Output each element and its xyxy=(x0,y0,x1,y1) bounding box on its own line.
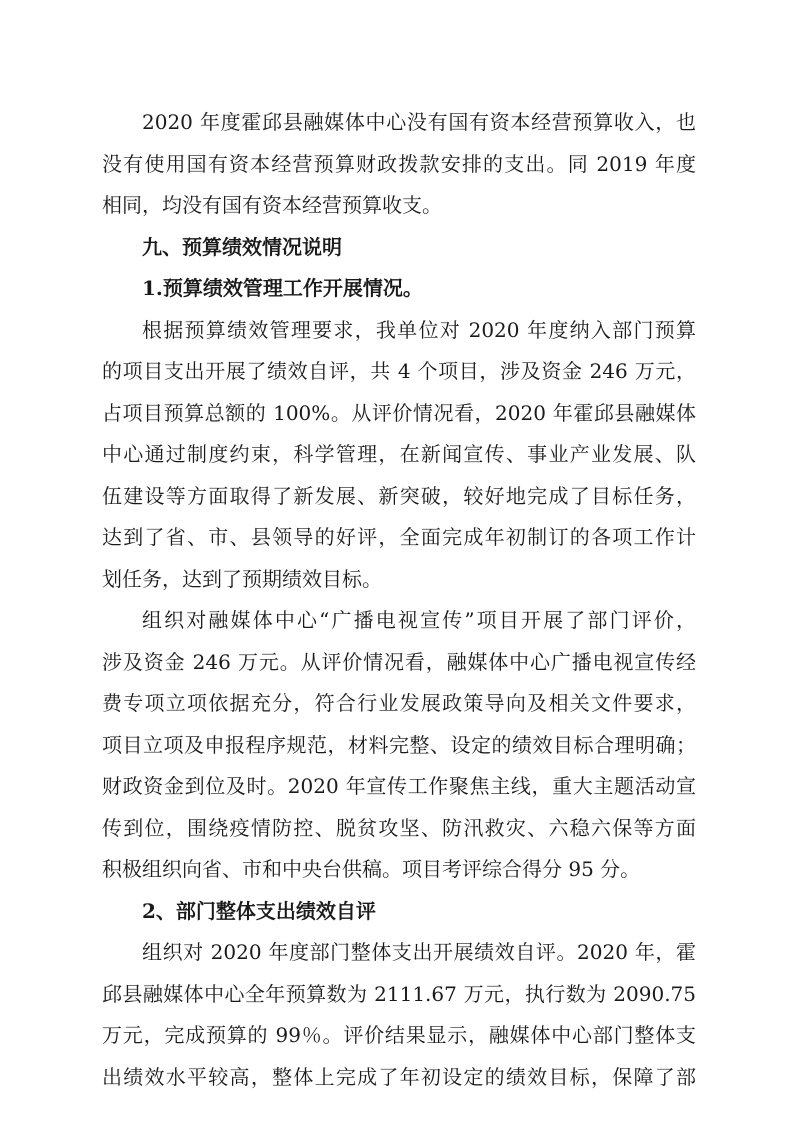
paragraph-state-capital-budget xyxy=(102,102,696,227)
text-line: 费专项立项依据充分，符合行业发展政策导向及相关文件要求， xyxy=(102,691,696,715)
text-line: 出绩效水平较高，整体上完成了年初设定的绩效目标，保障了部 xyxy=(102,1064,696,1089)
paragraph-project-self-evaluation xyxy=(102,310,696,601)
text-line: 组织对 2020 年度部门整体支出开展绩效自评。2020 年，霍 xyxy=(142,940,696,964)
text-line: 财政资金到位及时。2020 年宣传工作聚焦主线，重大主题活动宣 xyxy=(102,774,696,798)
paragraph-overall-expenditure xyxy=(102,932,696,1098)
text-line: 相同，均没有国有资本经营预算收支。 xyxy=(102,193,442,217)
text-line: 邱县融媒体中心全年预算数为 2111.67 万元，执行数为 2090.75 xyxy=(102,981,696,1006)
text-line: 传到位，围绕疫情防控、脱贫攻坚、防汛救灾、六稳六保等方面 xyxy=(102,815,696,840)
text-line: 项目立项及申报程序规范，材料完整、设定的绩效目标合理明确； xyxy=(102,732,696,757)
text-line: 根据预算绩效管理要求，我单位对 2020 年度纳入部门预算 xyxy=(142,317,696,342)
text-line: 中心通过制度约束，科学管理，在新闻宣传、事业产业发展、队 xyxy=(102,442,696,466)
subsection-heading-management: 1.预算绩效管理工作开展情况。 xyxy=(142,276,423,300)
document-body xyxy=(102,102,696,1098)
section-heading-performance: 九、预算绩效情况说明 xyxy=(142,234,342,259)
text-line: 的项目支出开展了绩效自评，共 4 个项目，涉及资金 246 万元， xyxy=(102,359,696,383)
text-line: 组织对融媒体中心“广播电视宣传”项目开展了部门评价， xyxy=(142,608,696,632)
text-line: 涉及资金 246 万元。从评价情况看，融媒体中心广播电视宣传经 xyxy=(102,649,696,674)
text-line: 没有使用国有资本经营预算财政拨款安排的支出。同 2019 年度 xyxy=(102,151,696,176)
subsection-heading-overall-expenditure: 2、部门整体支出绩效自评 xyxy=(142,898,376,923)
paragraph-broadcast-project-evaluation xyxy=(102,600,696,891)
text-line: 2020 年度霍邱县融媒体中心没有国有资本经营预算收入，也 xyxy=(142,110,696,134)
text-line: 达到了省、市、县领导的好评，全面完成年初制订的各项工作计 xyxy=(102,525,696,549)
text-line: 万元，完成预算的 99％。评价结果显示，融媒体中心部门整体支 xyxy=(102,1023,696,1047)
text-line: 占项目预算总额的 100%。从评价情况看，2020 年霍邱县融媒体 xyxy=(102,400,696,425)
text-line: 划任务，达到了预期绩效目标。 xyxy=(102,566,382,591)
text-line: 积极组织向省、市和中央台供稿。项目考评综合得分 95 分。 xyxy=(102,857,641,881)
text-line: 伍建设等方面取得了新发展、新突破，较好地完成了目标任务， xyxy=(102,483,696,508)
